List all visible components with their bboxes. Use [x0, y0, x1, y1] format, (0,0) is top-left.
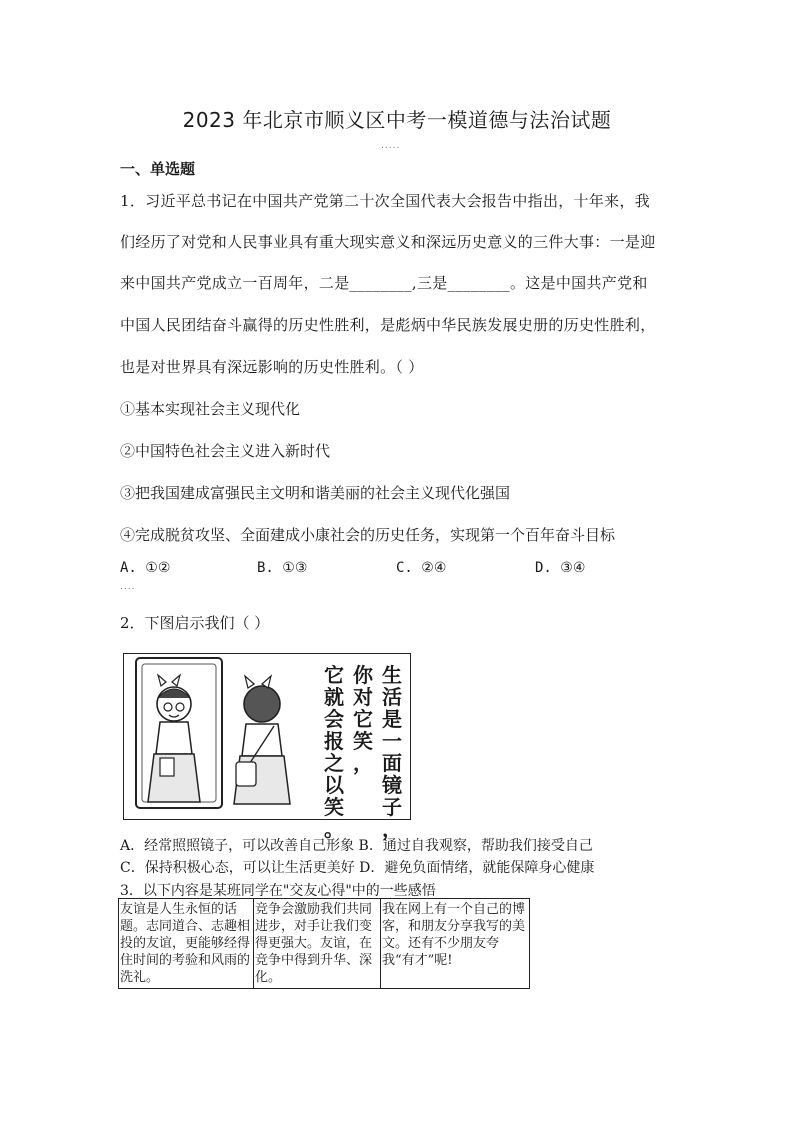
- table-cell-competition: 竞争会激励我们共同进步，对手让我们变得更强大。友谊，在竞争中得到升华、深化。: [254, 899, 381, 989]
- q1-line-3: 来中国共产党成立一百周年，二是________,三是________。这是中国共产党和: [120, 274, 648, 292]
- q3-stem: 3．以下内容是某班同学在"交友心得"中的一些感悟: [120, 883, 436, 899]
- table-row: [119, 899, 530, 989]
- q2-answers-ab: A．经常照照镜子，可以改善自己形象 B．通过自我观察，帮助我们接受自己: [120, 838, 593, 854]
- q3-table: [118, 898, 530, 989]
- comic-text-col-3: 它 就 会 报 之 以 笑 。: [324, 663, 344, 841]
- q1-line-2: 们经历了对党和人民事业具有重大现实意义和深远历史意义的三件大事：一是迎: [120, 233, 656, 251]
- table-cell-blog: 我在网上有一个自己的博客，和朋友分享我写的美文。还有不少朋友夸我“有才”呢!: [381, 899, 530, 989]
- q1-line-5: 也是对世界具有深远影响的历史性胜利。（ ）: [120, 358, 424, 376]
- q1-option-4: ④完成脱贫攻坚、全面建成小康社会的历史任务，实现第一个百年奋斗目标: [120, 526, 616, 544]
- q1-choice-b[interactable]: B. ①③: [257, 560, 308, 576]
- q1-option-3: ③把我国建成富强民主文明和谐美丽的社会主义现代化强国: [120, 484, 511, 502]
- q2-stem: 2．下图启示我们（ ）: [120, 614, 270, 632]
- comic-text-col-1: 生 活 是 一 面 镜 子 ，: [382, 663, 402, 841]
- q1-option-2: ②中国特色社会主义进入新时代: [120, 442, 331, 460]
- q1-line-4: 中国人民团结奋斗赢得的历史性胜利，是彪炳中华民族发展史册的历史性胜利，: [120, 316, 656, 334]
- section-heading: 一、单选题: [120, 160, 196, 178]
- q1-choice-d[interactable]: D. ③④: [535, 560, 586, 576]
- q1-option-1: ①基本实现社会主义现代化: [120, 400, 301, 418]
- page-title: 2023 年北京市顺义区中考一模道德与法治试题: [182, 108, 612, 132]
- q1-choice-c[interactable]: C. ②④: [396, 560, 447, 576]
- title-dots: .....: [381, 141, 401, 151]
- comic-text-col-2: 你 对 它 笑 ，: [353, 663, 373, 775]
- q2-answers-cd: C．保持积极心态，可以让生活更美好 D．避免负面情绪，就能保障身心健康: [120, 860, 595, 876]
- q1-dots: ....: [120, 582, 136, 592]
- table-cell-friendship: 友谊是人生永恒的话题。志同道合、志趣相投的友谊，更能够经得住时间的考验和风雨的洗礼。: [119, 899, 254, 989]
- q1-choice-a[interactable]: A. ①②: [120, 560, 171, 576]
- q1-line-1: 1．习近平总书记在中国共产党第二十次全国代表大会报告中指出，十年来，我: [120, 192, 651, 210]
- comic-illustration: [123, 653, 411, 841]
